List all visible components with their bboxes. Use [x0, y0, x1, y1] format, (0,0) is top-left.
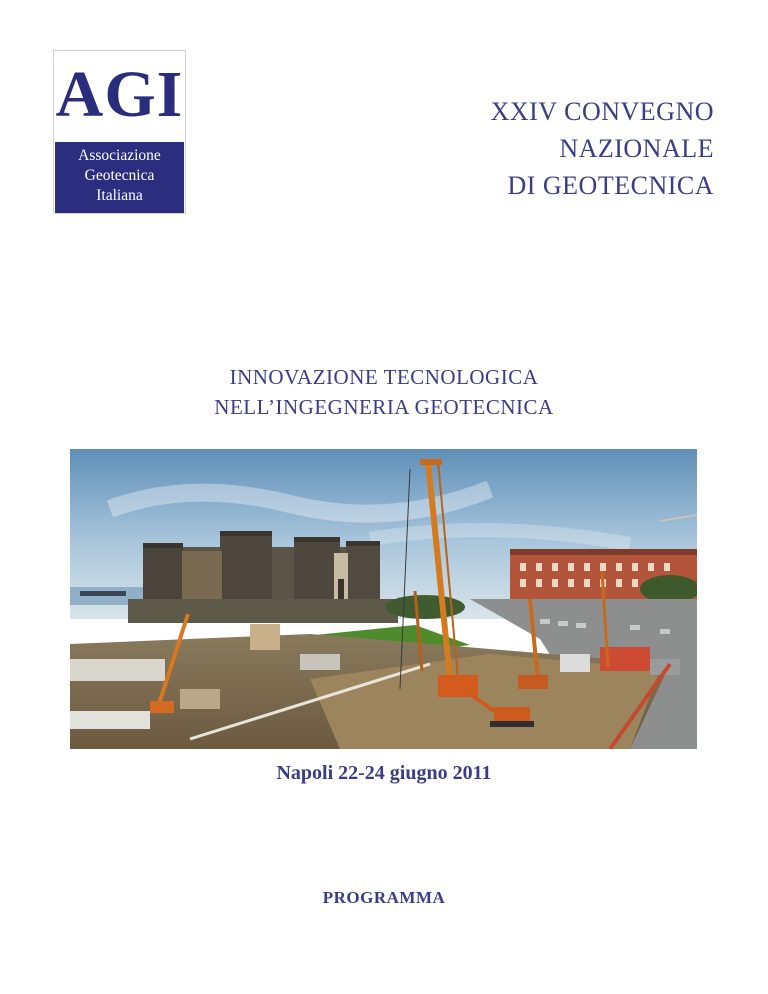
conference-title	[491, 93, 714, 204]
event-date-location: Napoli 22-24 giugno 2011	[276, 762, 492, 784]
castle-construction-site-photo	[70, 449, 697, 749]
conference-theme	[0, 362, 768, 422]
theme-line-1: INNOVAZIONE TECNOLOGICA	[229, 365, 539, 389]
castle	[128, 531, 398, 623]
theme-line-2: NELL’INGEGNERIA GEOTECNICA	[214, 395, 554, 419]
logo-caption	[55, 142, 184, 213]
title-line-3: DI GEOTECNICA	[507, 171, 714, 200]
logo-mark: AGI	[55, 58, 184, 131]
document-type: PROGRAMMA	[322, 888, 446, 907]
logo-caption-line-1: Associazione	[78, 147, 161, 164]
logo-caption-line-2: Geotecnica	[84, 167, 155, 184]
logo-caption-line-3: Italiana	[96, 187, 143, 204]
cover-photo	[70, 449, 697, 749]
title-line-1: XXIV CONVEGNO	[490, 97, 714, 126]
title-line-2: NAZIONALE	[559, 134, 714, 163]
agi-logo	[53, 50, 186, 214]
